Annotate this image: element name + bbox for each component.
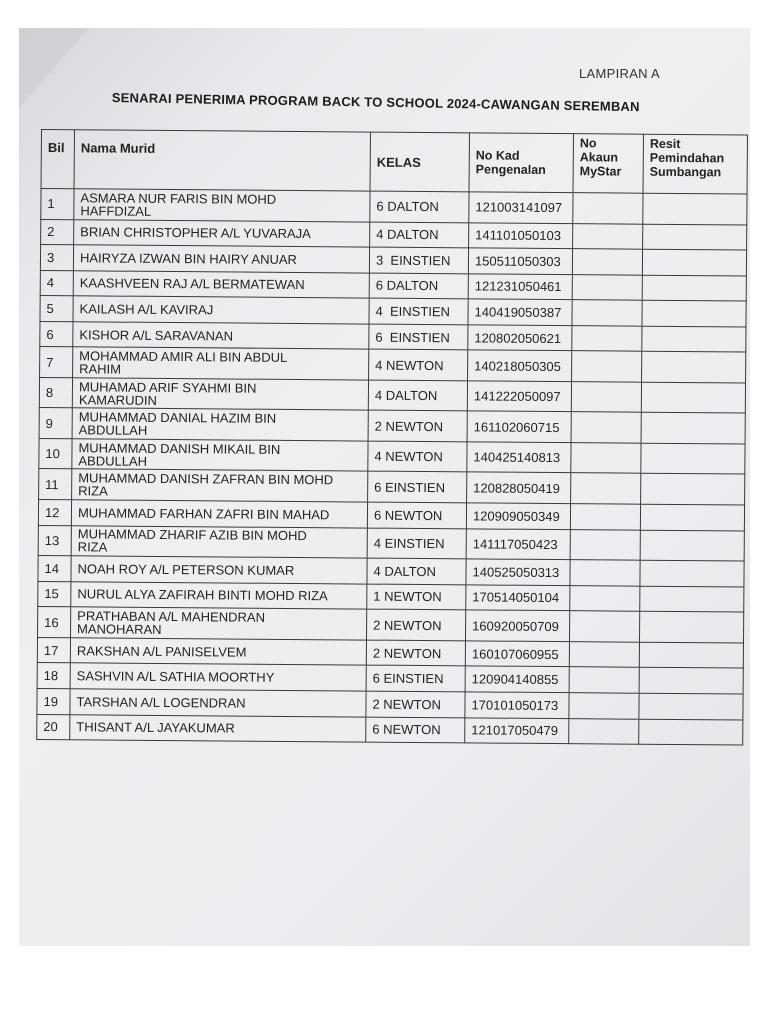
cell-bil: 6 xyxy=(40,321,73,347)
cell-resit xyxy=(639,719,743,745)
cell-bil: 16 xyxy=(38,607,71,638)
cell-nokad: 141222050097 xyxy=(467,381,571,412)
cell-nokad: 121017050479 xyxy=(465,717,569,743)
cell-kelas: 4 DALTON xyxy=(367,558,466,584)
cell-bil: 13 xyxy=(38,525,71,556)
cell-kelas: 2 NEWTON xyxy=(366,691,465,717)
table-header-row xyxy=(41,130,747,195)
cell-resit xyxy=(641,413,745,444)
cell-bil: 15 xyxy=(38,581,71,607)
cell-nama xyxy=(70,714,366,742)
cell-nama-line1: NURUL ALYA ZAFIRAH BINTI MOHD RIZA xyxy=(77,586,328,604)
cell-kelas: 4 DALTON xyxy=(368,380,467,411)
cell-resit xyxy=(639,693,743,719)
cell-nama-line2: HAFFDIZAL xyxy=(80,203,152,219)
cell-nokad: 140425140813 xyxy=(467,442,571,473)
cell-kelas: 2 NEWTON xyxy=(366,609,465,640)
cell-resit xyxy=(642,352,746,383)
cell-nama-line2: KAMARUDIN xyxy=(78,392,157,408)
cell-nama xyxy=(71,581,367,609)
cell-bil: 9 xyxy=(39,408,72,439)
cell-kelas: 2 NEWTON xyxy=(368,411,467,442)
cell-akaun xyxy=(572,326,642,352)
cell-nama xyxy=(74,219,370,247)
cell-nama xyxy=(70,637,366,665)
cell-nama-line1: KISHOR A/L SARAVANAN xyxy=(79,326,234,344)
cell-nokad: 140525050313 xyxy=(466,559,570,585)
cell-resit xyxy=(643,224,747,250)
cell-akaun xyxy=(571,382,641,413)
cell-nama-line1: THISANT A/L JAYAKUMAR xyxy=(76,719,235,736)
lampiran-label: LAMPIRAN A xyxy=(579,66,661,81)
header-resit-line2: Pemindahan xyxy=(649,150,725,166)
cell-akaun xyxy=(570,504,640,530)
cell-nokad: 160920050709 xyxy=(465,610,569,641)
cell-resit xyxy=(642,301,746,327)
cell-resit xyxy=(641,382,745,413)
table-body xyxy=(37,189,747,746)
cell-kelas: 6 DALTON xyxy=(370,191,469,222)
cell-bil: 2 xyxy=(41,219,74,245)
header-akaun-line3: MyStar xyxy=(579,164,622,179)
cell-nama xyxy=(71,525,367,558)
cell-nama-line1: KAILASH A/L KAVIRAJ xyxy=(79,301,214,318)
cell-nokad: 140218050305 xyxy=(468,350,572,381)
cell-bil: 8 xyxy=(39,377,72,408)
table-row xyxy=(37,714,743,745)
cell-kelas: 4 DALTON xyxy=(370,222,469,248)
header-kelas: KELAS xyxy=(370,132,469,192)
cell-akaun xyxy=(569,718,639,744)
cell-akaun xyxy=(571,473,641,504)
cell-akaun xyxy=(569,611,639,642)
cell-kelas: 4 NEWTON xyxy=(368,441,467,472)
cell-kelas: 6 DALTON xyxy=(369,273,468,299)
cell-bil: 11 xyxy=(39,469,72,500)
cell-nama-line1: NOAH ROY A/L PETERSON KUMAR xyxy=(77,561,295,578)
cell-nama-line1: BRIAN CHRISTOPHER A/L YUVARAJA xyxy=(80,224,311,242)
cell-nama xyxy=(71,556,367,584)
cell-bil: 18 xyxy=(37,663,70,689)
cell-kelas: 3 EINSTIEN xyxy=(369,247,468,273)
cell-akaun xyxy=(572,249,642,275)
cell-akaun xyxy=(573,223,643,249)
cell-nokad: 120909050349 xyxy=(466,503,570,529)
cell-nama-line1: PRATHABAN A/L MAHENDRAN xyxy=(77,608,266,625)
cell-nama xyxy=(73,322,369,350)
cell-akaun xyxy=(571,443,641,474)
cell-resit xyxy=(642,249,746,275)
cell-nama xyxy=(72,408,368,441)
cell-akaun xyxy=(572,351,642,382)
cell-nokad: 141101050103 xyxy=(469,222,573,248)
cell-resit xyxy=(640,504,744,530)
cell-nama-line1: HAIRYZA IZWAN BIN HAIRY ANUAR xyxy=(79,250,298,267)
cell-nama xyxy=(72,439,368,472)
cell-nokad: 141117050423 xyxy=(466,528,570,559)
cell-nama-line1: MUHAMMAD ZHARIF AZIB BIN MOHD xyxy=(77,526,307,544)
cell-bil: 1 xyxy=(41,189,74,220)
cell-nama-line1: SASHVIN A/L SATHIA MOORTHY xyxy=(76,668,275,685)
header-nama: Nama Murid xyxy=(74,130,370,191)
cell-akaun xyxy=(570,585,640,611)
cell-nama xyxy=(70,689,366,717)
cell-nama xyxy=(71,500,367,528)
cell-akaun xyxy=(569,641,639,667)
cell-nama xyxy=(70,663,366,691)
cell-nama-line1: MUHAMAD ARIF SYAHMI BIN xyxy=(78,379,257,396)
cell-nama-line2: RIZA xyxy=(77,539,108,555)
cell-nama-line2: MANOHARAN xyxy=(77,621,162,637)
cell-kelas: 4 EINSTIEN xyxy=(367,528,466,559)
cell-akaun xyxy=(570,560,640,586)
cell-bil: 17 xyxy=(37,637,70,663)
document-photo xyxy=(19,28,750,946)
cell-kelas: 6 EINSTIEN xyxy=(369,324,468,350)
cell-nama-line1: RAKSHAN A/L PANISELVEM xyxy=(76,642,247,660)
cell-resit xyxy=(640,560,744,586)
cell-resit xyxy=(639,668,743,694)
cell-kelas: 4 NEWTON xyxy=(369,350,468,381)
cell-nama xyxy=(73,270,369,298)
cell-nama xyxy=(71,607,367,640)
header-nokad xyxy=(469,133,573,193)
cell-akaun xyxy=(571,412,641,443)
cell-resit xyxy=(642,275,746,301)
cell-nama-line2: ABDULLAH xyxy=(78,453,148,469)
cell-resit xyxy=(642,326,746,352)
cell-bil: 20 xyxy=(37,714,70,740)
cell-nokad: 160107060955 xyxy=(465,641,569,667)
cell-bil: 3 xyxy=(40,245,73,271)
cell-resit xyxy=(639,611,743,642)
cell-akaun xyxy=(573,193,643,224)
header-resit-line1: Resit xyxy=(649,136,681,152)
page-corner-shadow xyxy=(19,28,89,108)
header-akaun xyxy=(573,134,643,194)
cell-nama xyxy=(73,347,369,380)
cell-nama xyxy=(73,245,369,273)
header-akaun-line2: Akaun xyxy=(579,150,619,165)
cell-nama-line1: MUHAMMAD DANISH MIKAIL BIN xyxy=(78,440,281,457)
header-akaun-line1: No xyxy=(579,136,597,151)
cell-akaun xyxy=(569,693,639,719)
recipient-table xyxy=(36,129,748,746)
cell-nama xyxy=(72,378,368,411)
cell-kelas: 6 NEWTON xyxy=(367,502,466,528)
cell-nokad: 121231050461 xyxy=(468,274,572,300)
cell-bil: 19 xyxy=(37,688,70,714)
cell-kelas: 1 NEWTON xyxy=(367,584,466,610)
cell-nama-line1: MUHAMMAD DANIAL HAZIM BIN xyxy=(78,409,277,427)
cell-kelas: 4 EINSTIEN xyxy=(369,298,468,324)
cell-nama-line1: MUHAMMAD DANISH ZAFRAN BIN MOHD xyxy=(78,470,334,488)
cell-resit xyxy=(640,530,744,561)
header-nokad-line2: Pengenalan xyxy=(475,162,546,177)
cell-akaun xyxy=(569,667,639,693)
cell-nama-line2: ABDULLAH xyxy=(78,422,148,439)
cell-nokad: 170101050173 xyxy=(465,692,569,718)
cell-nama-line1: MUHAMMAD FARHAN ZAFRI BIN MAHAD xyxy=(77,505,330,523)
cell-resit xyxy=(639,642,743,668)
cell-akaun xyxy=(572,274,642,300)
cell-nama-line1: TARSHAN A/L LOGENDRAN xyxy=(76,694,246,711)
document-title: SENARAI PENERIMA PROGRAM BACK TO SCHOOL 2024-CAWANGAN SEREMBAN xyxy=(111,90,640,115)
cell-kelas: 6 NEWTON xyxy=(366,717,465,743)
cell-kelas: 2 NEWTON xyxy=(366,640,465,666)
cell-nokad: 121003141097 xyxy=(469,192,573,223)
cell-nama xyxy=(73,296,369,324)
cell-resit xyxy=(640,586,744,612)
header-bil: Bil xyxy=(41,130,74,189)
cell-resit xyxy=(641,474,745,505)
cell-nama xyxy=(72,469,368,502)
cell-nokad: 120828050419 xyxy=(467,472,571,503)
cell-nokad: 140419050387 xyxy=(468,299,572,325)
cell-kelas: 6 EINSTIEN xyxy=(366,665,465,691)
cell-bil: 14 xyxy=(38,556,71,582)
cell-nama-line1: ASMARA NUR FARIS BIN MOHD xyxy=(80,190,277,207)
cell-bil: 4 xyxy=(40,270,73,296)
cell-resit xyxy=(641,443,745,474)
header-nokad-line1: No Kad xyxy=(475,148,520,163)
cell-nokad: 161102060715 xyxy=(467,411,571,442)
cell-nokad: 120904140855 xyxy=(465,666,569,692)
cell-nokad: 150511050303 xyxy=(468,248,572,274)
cell-akaun xyxy=(572,300,642,326)
cell-nokad: 120802050621 xyxy=(468,325,572,351)
cell-bil: 7 xyxy=(40,347,73,378)
cell-bil: 10 xyxy=(39,438,72,469)
cell-nama-line2: RAHIM xyxy=(79,361,122,377)
cell-bil: 12 xyxy=(38,499,71,525)
cell-kelas: 6 EINSTIEN xyxy=(368,472,467,503)
cell-nama-line2: RIZA xyxy=(78,483,108,499)
header-resit-line3: Sumbangan xyxy=(649,164,722,180)
cell-nama xyxy=(74,189,370,222)
recipient-table-wrapper xyxy=(36,129,747,746)
cell-nama-line1: KAASHVEEN RAJ A/L BERMATEWAN xyxy=(79,275,305,293)
cell-nama-line1: MOHAMMAD AMIR ALI BIN ABDUL xyxy=(79,348,288,366)
cell-nokad: 170514050104 xyxy=(466,585,570,611)
cell-akaun xyxy=(570,529,640,560)
cell-resit xyxy=(643,193,747,224)
cell-bil: 5 xyxy=(40,296,73,322)
header-resit xyxy=(643,134,747,194)
